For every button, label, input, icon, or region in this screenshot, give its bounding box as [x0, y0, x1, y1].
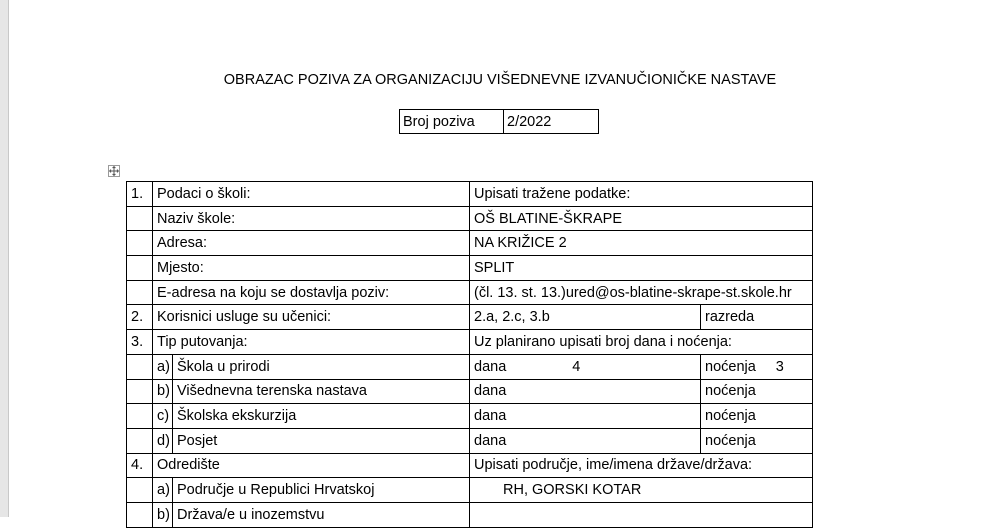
row-label: Odredište	[153, 453, 470, 478]
empty-cell	[127, 231, 153, 256]
document-title: OBRAZAC POZIVA ZA ORGANIZACIJU VIŠEDNEVNE IZVANUČIONIČKE NASTAVE	[223, 72, 777, 88]
broj-poziva-label: Broj poziva	[400, 110, 504, 134]
row-label: Podaci o školi:	[153, 182, 470, 207]
row-label: Područje u Republici Hrvatskoj	[173, 478, 470, 503]
table-row	[127, 404, 813, 429]
row-label: Mjesto:	[153, 256, 470, 281]
table-row	[127, 354, 813, 379]
row-label: E-adresa na koju se dostavlja poziv:	[153, 280, 470, 305]
nocenja-cell[interactable]: noćenja	[701, 404, 813, 429]
row-value[interactable]: NA KRIŽICE 2	[470, 231, 813, 256]
row-label: Školska ekskurzija	[173, 404, 470, 429]
row-suffix: razreda	[701, 305, 813, 330]
table-row	[127, 330, 813, 355]
table-move-handle-icon[interactable]	[108, 165, 120, 177]
broj-poziva-table	[399, 109, 599, 134]
dana-cell[interactable]: dana	[470, 404, 701, 429]
row-value[interactable]: OŠ BLATINE-ŠKRAPE	[470, 206, 813, 231]
table-row	[127, 379, 813, 404]
row-value: Upisati tražene podatke:	[470, 182, 813, 207]
row-label: Korisnici usluge su učenici:	[153, 305, 470, 330]
row-label: Tip putovanja:	[153, 330, 470, 355]
empty-cell	[127, 256, 153, 281]
table-row	[127, 256, 813, 281]
nocenja-cell[interactable]: noćenja	[701, 428, 813, 453]
table-row	[127, 428, 813, 453]
row-sub-letter: d)	[153, 428, 173, 453]
nocenja-cell[interactable]	[701, 354, 813, 379]
nocenja-value: 3	[775, 358, 784, 375]
row-value[interactable]: (čl. 13. st. 13.)ured@os-blatine-skrape-st.skole.hr	[470, 280, 813, 305]
table-row	[127, 453, 813, 478]
empty-cell	[127, 354, 153, 379]
table-row	[127, 206, 813, 231]
form-table	[126, 181, 813, 528]
row-sub-letter: c)	[153, 404, 173, 429]
dana-value: 4	[572, 358, 581, 375]
row-label: Adresa:	[153, 231, 470, 256]
dana-cell[interactable]	[470, 354, 701, 379]
table-row	[127, 182, 813, 207]
table-row	[127, 280, 813, 305]
row-sub-letter: a)	[153, 478, 173, 503]
row-sub-letter: b)	[153, 502, 173, 527]
row-sub-letter: a)	[153, 354, 173, 379]
row-number: 4.	[127, 453, 153, 478]
nocenja-cell[interactable]: noćenja	[701, 379, 813, 404]
row-number: 3.	[127, 330, 153, 355]
table-row	[127, 502, 813, 527]
table-row	[127, 305, 813, 330]
dana-cell[interactable]: dana	[470, 379, 701, 404]
empty-cell	[127, 502, 153, 527]
empty-cell	[127, 280, 153, 305]
row-sub-letter: b)	[153, 379, 173, 404]
row-label: Naziv škole:	[153, 206, 470, 231]
row-label: Posjet	[173, 428, 470, 453]
row-value[interactable]: SPLIT	[470, 256, 813, 281]
row-value[interactable]	[470, 502, 813, 527]
row-label: Država/e u inozemstvu	[173, 502, 470, 527]
row-label: Višednevna terenska nastava	[173, 379, 470, 404]
dana-cell[interactable]: dana	[470, 428, 701, 453]
row-number: 2.	[127, 305, 153, 330]
table-row	[127, 478, 813, 503]
row-value[interactable]: RH, GORSKI KOTAR	[470, 478, 813, 503]
table-row	[127, 231, 813, 256]
row-value: Uz planirano upisati broj dana i noćenja:	[470, 330, 813, 355]
empty-cell	[127, 428, 153, 453]
row-label: Škola u prirodi	[173, 354, 470, 379]
empty-cell	[127, 206, 153, 231]
row-number: 1.	[127, 182, 153, 207]
empty-cell	[127, 478, 153, 503]
nocenja-label: noćenja	[705, 358, 756, 375]
row-value[interactable]: 2.a, 2.c, 3.b	[470, 305, 701, 330]
empty-cell	[127, 379, 153, 404]
broj-poziva-value[interactable]: 2/2022	[504, 110, 599, 134]
row-value: Upisati područje, ime/imena države/država:	[470, 453, 813, 478]
empty-cell	[127, 404, 153, 429]
dana-label: dana	[474, 358, 507, 375]
